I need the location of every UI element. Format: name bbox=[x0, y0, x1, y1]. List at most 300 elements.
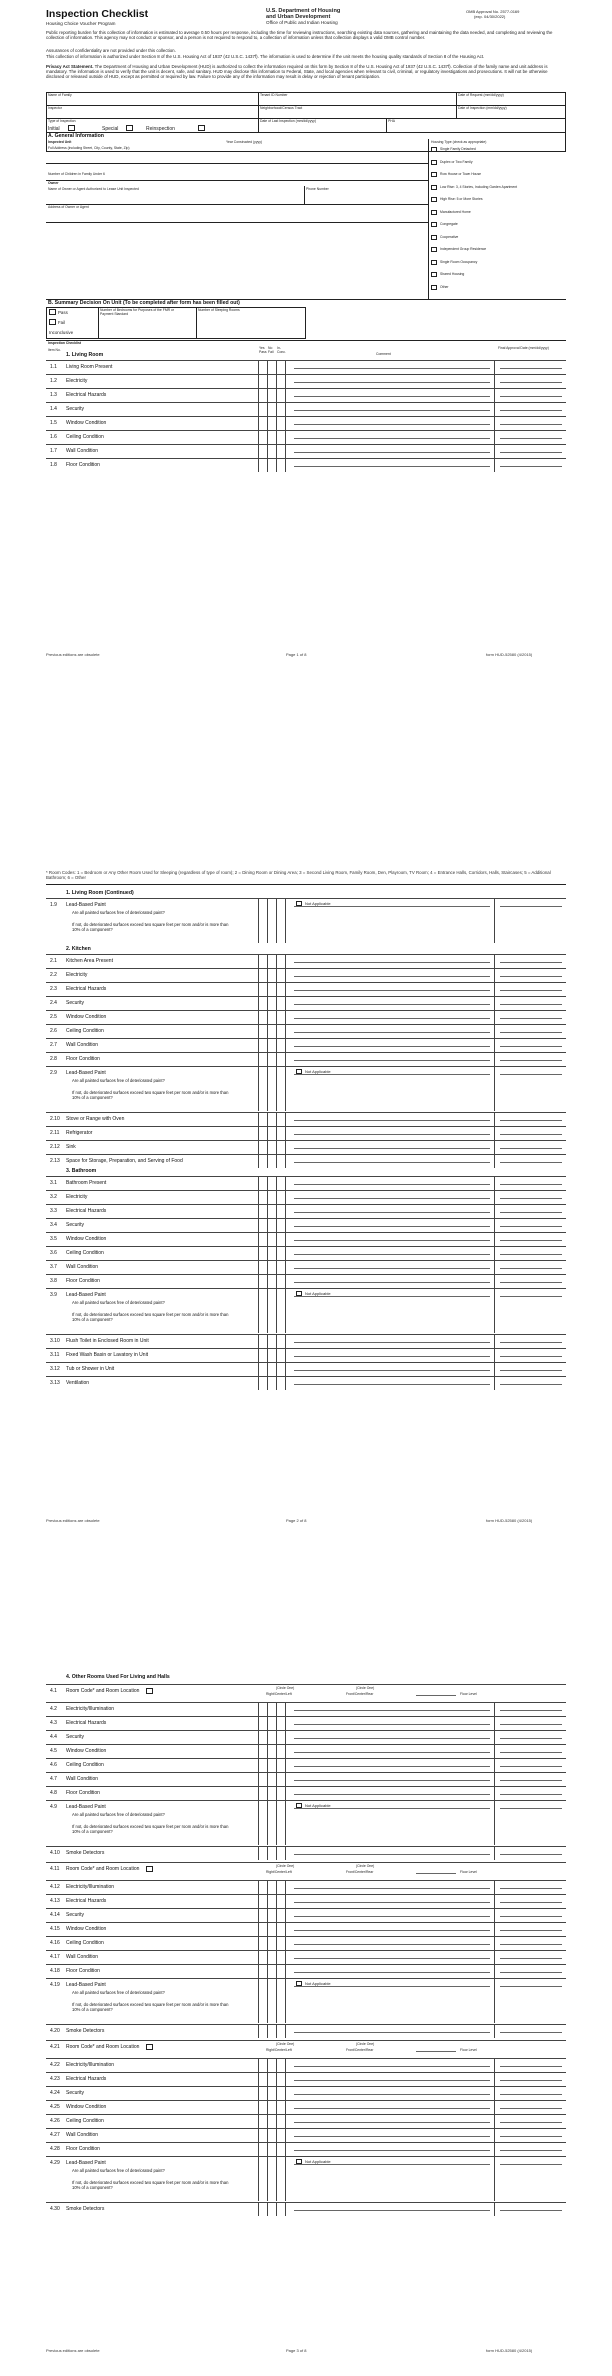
final-approval-line[interactable] bbox=[500, 906, 562, 907]
no-fail-cell[interactable] bbox=[267, 361, 276, 374]
yes-pass-cell[interactable] bbox=[258, 1349, 267, 1362]
inconclusive-cell[interactable] bbox=[276, 1127, 285, 1140]
final-approval-line[interactable] bbox=[500, 2080, 562, 2081]
comment-line[interactable] bbox=[294, 396, 490, 397]
final-approval-line[interactable] bbox=[500, 2136, 562, 2137]
final-approval-line[interactable] bbox=[500, 976, 562, 977]
floor-level-line[interactable] bbox=[416, 1873, 456, 1874]
final-approval-line[interactable] bbox=[500, 1888, 562, 1889]
final-approval-line[interactable] bbox=[500, 2150, 562, 2151]
yes-pass-cell[interactable] bbox=[258, 1335, 267, 1348]
no-fail-cell[interactable] bbox=[267, 2025, 276, 2038]
fail-checkbox[interactable] bbox=[49, 319, 56, 325]
inspection-date-field[interactable]: Date of Inspection (mm/dd/yyyy) bbox=[458, 106, 507, 110]
comment-line[interactable] bbox=[294, 368, 490, 369]
comment-line[interactable] bbox=[294, 2080, 490, 2081]
year-constructed-label[interactable]: Year Constructed (yyyy) bbox=[226, 140, 263, 144]
inconclusive-cell[interactable] bbox=[276, 1053, 285, 1066]
yes-pass-cell[interactable] bbox=[258, 459, 267, 472]
no-fail-cell[interactable] bbox=[267, 2059, 276, 2072]
comment-line[interactable] bbox=[294, 1296, 490, 1297]
final-approval-line[interactable] bbox=[500, 2032, 562, 2033]
comment-line[interactable] bbox=[294, 2122, 490, 2123]
final-approval-line[interactable] bbox=[500, 1370, 562, 1371]
yes-pass-cell[interactable] bbox=[258, 997, 267, 1010]
inconclusive-cell[interactable] bbox=[276, 1177, 285, 1190]
no-fail-cell[interactable] bbox=[267, 969, 276, 982]
yes-pass-cell[interactable] bbox=[258, 2073, 267, 2086]
comment-line[interactable] bbox=[294, 990, 490, 991]
yes-pass-cell[interactable] bbox=[258, 2087, 267, 2100]
final-approval-line[interactable] bbox=[500, 1004, 562, 1005]
no-fail-cell[interactable] bbox=[267, 1703, 276, 1716]
comment-line[interactable] bbox=[294, 2136, 490, 2137]
no-fail-cell[interactable] bbox=[267, 1377, 276, 1390]
no-fail-cell[interactable] bbox=[267, 1881, 276, 1894]
floor-level-line[interactable] bbox=[416, 2051, 456, 2052]
inconclusive-cell[interactable] bbox=[276, 445, 285, 458]
owner-phone-field[interactable]: Phone Number bbox=[306, 187, 329, 191]
no-fail-cell[interactable] bbox=[267, 1801, 276, 1845]
final-approval-line[interactable] bbox=[500, 1738, 562, 1739]
no-fail-cell[interactable] bbox=[267, 1113, 276, 1126]
inconclusive-cell[interactable] bbox=[276, 969, 285, 982]
final-approval-line[interactable] bbox=[500, 1074, 562, 1075]
inconclusive-cell[interactable] bbox=[276, 1067, 285, 1111]
not-applicable-checkbox[interactable] bbox=[296, 1803, 302, 1808]
final-approval-line[interactable] bbox=[500, 2210, 562, 2211]
last-inspection-field[interactable]: Date of Last Inspection (mm/dd/yyyy) bbox=[260, 119, 316, 123]
not-applicable-checkbox[interactable] bbox=[296, 1981, 302, 1986]
final-approval-line[interactable] bbox=[500, 1162, 562, 1163]
yes-pass-cell[interactable] bbox=[258, 445, 267, 458]
yes-pass-cell[interactable] bbox=[258, 2203, 267, 2216]
yes-pass-cell[interactable] bbox=[258, 1155, 267, 1168]
no-fail-cell[interactable] bbox=[267, 1965, 276, 1978]
final-approval-line[interactable] bbox=[500, 2122, 562, 2123]
inconclusive-cell[interactable] bbox=[276, 899, 285, 943]
comment-line[interactable] bbox=[294, 1240, 490, 1241]
final-approval-line[interactable] bbox=[500, 2066, 562, 2067]
comment-line[interactable] bbox=[294, 1794, 490, 1795]
final-approval-line[interactable] bbox=[500, 1710, 562, 1711]
final-approval-line[interactable] bbox=[500, 466, 562, 467]
inconclusive-cell[interactable] bbox=[276, 1759, 285, 1772]
comment-line[interactable] bbox=[294, 1074, 490, 1075]
no-fail-cell[interactable] bbox=[267, 983, 276, 996]
yes-pass-cell[interactable] bbox=[258, 1205, 267, 1218]
housing-type-checkbox[interactable] bbox=[431, 210, 437, 215]
inconclusive-cell[interactable] bbox=[276, 1717, 285, 1730]
comment-line[interactable] bbox=[294, 1198, 490, 1199]
final-approval-line[interactable] bbox=[500, 1958, 562, 1959]
room-code-box[interactable] bbox=[146, 1688, 153, 1694]
no-fail-cell[interactable] bbox=[267, 1067, 276, 1111]
comment-line[interactable] bbox=[294, 1046, 490, 1047]
comment-line[interactable] bbox=[294, 1370, 490, 1371]
inconclusive-cell[interactable] bbox=[276, 2025, 285, 2038]
inconclusive-cell[interactable] bbox=[276, 1349, 285, 1362]
final-approval-line[interactable] bbox=[500, 1060, 562, 1061]
no-fail-cell[interactable] bbox=[267, 389, 276, 402]
yes-pass-cell[interactable] bbox=[258, 1717, 267, 1730]
inconclusive-cell[interactable] bbox=[276, 2059, 285, 2072]
final-approval-line[interactable] bbox=[500, 1972, 562, 1973]
no-fail-cell[interactable] bbox=[267, 997, 276, 1010]
yes-pass-cell[interactable] bbox=[258, 1909, 267, 1922]
yes-pass-cell[interactable] bbox=[258, 1053, 267, 1066]
housing-type-checkbox[interactable] bbox=[431, 185, 437, 190]
inconclusive-cell[interactable] bbox=[276, 1191, 285, 1204]
yes-pass-cell[interactable] bbox=[258, 361, 267, 374]
no-fail-cell[interactable] bbox=[267, 1289, 276, 1333]
inconclusive-cell[interactable] bbox=[276, 1275, 285, 1288]
final-approval-line[interactable] bbox=[500, 1854, 562, 1855]
comment-line[interactable] bbox=[294, 1032, 490, 1033]
final-approval-line[interactable] bbox=[500, 1766, 562, 1767]
inconclusive-cell[interactable] bbox=[276, 1801, 285, 1845]
no-fail-cell[interactable] bbox=[267, 2087, 276, 2100]
pha-field[interactable]: PHA bbox=[388, 119, 395, 123]
yes-pass-cell[interactable] bbox=[258, 1039, 267, 1052]
inconclusive-cell[interactable] bbox=[276, 375, 285, 388]
comment-line[interactable] bbox=[294, 962, 490, 963]
comment-line[interactable] bbox=[294, 2210, 490, 2211]
yes-pass-cell[interactable] bbox=[258, 1275, 267, 1288]
no-fail-cell[interactable] bbox=[267, 1773, 276, 1786]
inconclusive-cell[interactable] bbox=[276, 1363, 285, 1376]
inconclusive-cell[interactable] bbox=[276, 459, 285, 472]
no-fail-cell[interactable] bbox=[267, 1219, 276, 1232]
inconclusive-cell[interactable] bbox=[276, 2157, 285, 2201]
comment-line[interactable] bbox=[294, 2066, 490, 2067]
final-approval-line[interactable] bbox=[500, 1148, 562, 1149]
inconclusive-cell[interactable] bbox=[276, 1773, 285, 1786]
inconclusive-cell[interactable] bbox=[276, 1025, 285, 1038]
yes-pass-cell[interactable] bbox=[258, 969, 267, 982]
final-approval-line[interactable] bbox=[500, 990, 562, 991]
inconclusive-cell[interactable] bbox=[276, 1335, 285, 1348]
not-applicable-checkbox[interactable] bbox=[296, 901, 302, 906]
comment-line[interactable] bbox=[294, 1916, 490, 1917]
no-fail-cell[interactable] bbox=[267, 1923, 276, 1936]
no-fail-cell[interactable] bbox=[267, 2129, 276, 2142]
no-fail-cell[interactable] bbox=[267, 1127, 276, 1140]
comment-line[interactable] bbox=[294, 1902, 490, 1903]
inconclusive-cell[interactable] bbox=[276, 403, 285, 416]
final-approval-line[interactable] bbox=[500, 2094, 562, 2095]
comment-line[interactable] bbox=[294, 906, 490, 907]
comment-line[interactable] bbox=[294, 1018, 490, 1019]
no-fail-cell[interactable] bbox=[267, 2203, 276, 2216]
yes-pass-cell[interactable] bbox=[258, 2129, 267, 2142]
final-approval-line[interactable] bbox=[500, 1226, 562, 1227]
comment-line[interactable] bbox=[294, 1930, 490, 1931]
comment-line[interactable] bbox=[294, 424, 490, 425]
final-approval-line[interactable] bbox=[500, 396, 562, 397]
comment-line[interactable] bbox=[294, 1780, 490, 1781]
comment-line[interactable] bbox=[294, 1134, 490, 1135]
inspector-field[interactable]: Inspector bbox=[48, 106, 62, 110]
housing-type-checkbox[interactable] bbox=[431, 247, 437, 252]
yes-pass-cell[interactable] bbox=[258, 403, 267, 416]
final-approval-line[interactable] bbox=[500, 1724, 562, 1725]
no-fail-cell[interactable] bbox=[267, 1141, 276, 1154]
no-fail-cell[interactable] bbox=[267, 2073, 276, 2086]
yes-pass-cell[interactable] bbox=[258, 1219, 267, 1232]
final-approval-line[interactable] bbox=[500, 1032, 562, 1033]
final-approval-line[interactable] bbox=[500, 1342, 562, 1343]
no-fail-cell[interactable] bbox=[267, 431, 276, 444]
comment-line[interactable] bbox=[294, 976, 490, 977]
inconclusive-cell[interactable] bbox=[276, 2143, 285, 2156]
comment-line[interactable] bbox=[294, 1212, 490, 1213]
yes-pass-cell[interactable] bbox=[258, 1773, 267, 1786]
final-approval-line[interactable] bbox=[500, 1120, 562, 1121]
housing-type-checkbox[interactable] bbox=[431, 147, 437, 152]
no-fail-cell[interactable] bbox=[267, 375, 276, 388]
final-approval-line[interactable] bbox=[500, 1198, 562, 1199]
comment-line[interactable] bbox=[294, 1808, 490, 1809]
yes-pass-cell[interactable] bbox=[258, 955, 267, 968]
no-fail-cell[interactable] bbox=[267, 445, 276, 458]
final-approval-line[interactable] bbox=[500, 1808, 562, 1809]
inconclusive-cell[interactable] bbox=[276, 1909, 285, 1922]
housing-type-checkbox[interactable] bbox=[431, 172, 437, 177]
no-fail-cell[interactable] bbox=[267, 2115, 276, 2128]
inconclusive-cell[interactable] bbox=[276, 997, 285, 1010]
inconclusive-cell[interactable] bbox=[276, 1965, 285, 1978]
inconclusive-cell[interactable] bbox=[276, 1703, 285, 1716]
comment-line[interactable] bbox=[294, 1986, 490, 1987]
inconclusive-cell[interactable] bbox=[276, 1979, 285, 2023]
comment-line[interactable] bbox=[294, 1342, 490, 1343]
no-fail-cell[interactable] bbox=[267, 1053, 276, 1066]
no-fail-cell[interactable] bbox=[267, 1937, 276, 1950]
final-approval-line[interactable] bbox=[500, 1916, 562, 1917]
inconclusive-cell[interactable] bbox=[276, 1895, 285, 1908]
no-fail-cell[interactable] bbox=[267, 1349, 276, 1362]
inconclusive-cell[interactable] bbox=[276, 1261, 285, 1274]
final-approval-line[interactable] bbox=[500, 1384, 562, 1385]
comment-line[interactable] bbox=[294, 1060, 490, 1061]
inconclusive-cell[interactable] bbox=[276, 1881, 285, 1894]
yes-pass-cell[interactable] bbox=[258, 2143, 267, 2156]
yes-pass-cell[interactable] bbox=[258, 1067, 267, 1111]
comment-line[interactable] bbox=[294, 2164, 490, 2165]
yes-pass-cell[interactable] bbox=[258, 1703, 267, 1716]
final-approval-line[interactable] bbox=[500, 1282, 562, 1283]
final-approval-line[interactable] bbox=[500, 962, 562, 963]
final-approval-line[interactable] bbox=[500, 1212, 562, 1213]
type-initial-checkbox[interactable] bbox=[68, 125, 75, 131]
comment-line[interactable] bbox=[294, 1752, 490, 1753]
inconclusive-cell[interactable] bbox=[276, 361, 285, 374]
no-fail-cell[interactable] bbox=[267, 1847, 276, 1860]
no-fail-cell[interactable] bbox=[267, 1951, 276, 1964]
final-approval-line[interactable] bbox=[500, 1986, 562, 1987]
no-fail-cell[interactable] bbox=[267, 459, 276, 472]
no-fail-cell[interactable] bbox=[267, 403, 276, 416]
inconclusive-cell[interactable] bbox=[276, 1205, 285, 1218]
comment-line[interactable] bbox=[294, 452, 490, 453]
inconclusive-cell[interactable] bbox=[276, 1155, 285, 1168]
final-approval-line[interactable] bbox=[500, 1046, 562, 1047]
census-tract-field[interactable]: Neighborhood/Census Tract bbox=[260, 106, 303, 110]
housing-type-checkbox[interactable] bbox=[431, 272, 437, 277]
no-fail-cell[interactable] bbox=[267, 1363, 276, 1376]
family-name-field[interactable]: Name of Family bbox=[48, 93, 72, 97]
sleeping-rooms-field[interactable]: Number of Sleeping Rooms bbox=[198, 308, 240, 312]
comment-line[interactable] bbox=[294, 1384, 490, 1385]
full-address-label[interactable]: Full Address (including Street, City, County, State, Zip) bbox=[48, 146, 130, 150]
inconclusive-cell[interactable] bbox=[276, 1937, 285, 1950]
final-approval-line[interactable] bbox=[500, 1134, 562, 1135]
final-approval-line[interactable] bbox=[500, 1184, 562, 1185]
inconclusive-cell[interactable] bbox=[276, 955, 285, 968]
not-applicable-checkbox[interactable] bbox=[296, 1069, 302, 1074]
inconclusive-cell[interactable] bbox=[276, 1113, 285, 1126]
no-fail-cell[interactable] bbox=[267, 1177, 276, 1190]
no-fail-cell[interactable] bbox=[267, 1909, 276, 1922]
comment-line[interactable] bbox=[294, 1944, 490, 1945]
yes-pass-cell[interactable] bbox=[258, 2115, 267, 2128]
inconclusive-cell[interactable] bbox=[276, 1219, 285, 1232]
no-fail-cell[interactable] bbox=[267, 955, 276, 968]
inconclusive-cell[interactable] bbox=[276, 431, 285, 444]
no-fail-cell[interactable] bbox=[267, 1191, 276, 1204]
inconclusive-cell[interactable] bbox=[276, 2087, 285, 2100]
yes-pass-cell[interactable] bbox=[258, 417, 267, 430]
comment-line[interactable] bbox=[294, 2108, 490, 2109]
inconclusive-cell[interactable] bbox=[276, 1847, 285, 1860]
inconclusive-cell[interactable] bbox=[276, 1011, 285, 1024]
yes-pass-cell[interactable] bbox=[258, 375, 267, 388]
comment-line[interactable] bbox=[294, 1766, 490, 1767]
yes-pass-cell[interactable] bbox=[258, 2025, 267, 2038]
housing-type-checkbox[interactable] bbox=[431, 222, 437, 227]
yes-pass-cell[interactable] bbox=[258, 1261, 267, 1274]
no-fail-cell[interactable] bbox=[267, 1717, 276, 1730]
inconclusive-cell[interactable] bbox=[276, 417, 285, 430]
yes-pass-cell[interactable] bbox=[258, 1363, 267, 1376]
no-fail-cell[interactable] bbox=[267, 1759, 276, 1772]
yes-pass-cell[interactable] bbox=[258, 1951, 267, 1964]
yes-pass-cell[interactable] bbox=[258, 1247, 267, 1260]
yes-pass-cell[interactable] bbox=[258, 1191, 267, 1204]
yes-pass-cell[interactable] bbox=[258, 1177, 267, 1190]
owner-address-field[interactable]: Address of Owner or Agent bbox=[48, 205, 89, 209]
yes-pass-cell[interactable] bbox=[258, 1937, 267, 1950]
final-approval-line[interactable] bbox=[500, 1780, 562, 1781]
no-fail-cell[interactable] bbox=[267, 2143, 276, 2156]
children-under-6-label[interactable]: Number of Children in Family Under 6 bbox=[48, 172, 105, 176]
comment-line[interactable] bbox=[294, 438, 490, 439]
comment-line[interactable] bbox=[294, 2150, 490, 2151]
comment-line[interactable] bbox=[294, 1004, 490, 1005]
yes-pass-cell[interactable] bbox=[258, 1731, 267, 1744]
inconclusive-cell[interactable] bbox=[276, 1745, 285, 1758]
yes-pass-cell[interactable] bbox=[258, 1965, 267, 1978]
inconclusive-cell[interactable] bbox=[276, 1731, 285, 1744]
final-approval-line[interactable] bbox=[500, 1268, 562, 1269]
comment-line[interactable] bbox=[294, 1162, 490, 1163]
inconclusive-cell[interactable] bbox=[276, 1039, 285, 1052]
yes-pass-cell[interactable] bbox=[258, 1745, 267, 1758]
yes-pass-cell[interactable] bbox=[258, 1011, 267, 1024]
yes-pass-cell[interactable] bbox=[258, 1881, 267, 1894]
yes-pass-cell[interactable] bbox=[258, 1895, 267, 1908]
yes-pass-cell[interactable] bbox=[258, 1289, 267, 1333]
yes-pass-cell[interactable] bbox=[258, 1233, 267, 1246]
type-special-checkbox[interactable] bbox=[126, 125, 133, 131]
comment-line[interactable] bbox=[294, 1356, 490, 1357]
no-fail-cell[interactable] bbox=[267, 1039, 276, 1052]
no-fail-cell[interactable] bbox=[267, 1233, 276, 1246]
yes-pass-cell[interactable] bbox=[258, 899, 267, 943]
inconclusive-cell[interactable] bbox=[276, 1377, 285, 1390]
housing-type-checkbox[interactable] bbox=[431, 197, 437, 202]
final-approval-line[interactable] bbox=[500, 1752, 562, 1753]
floor-level-line[interactable] bbox=[416, 1695, 456, 1696]
comment-line[interactable] bbox=[294, 466, 490, 467]
yes-pass-cell[interactable] bbox=[258, 389, 267, 402]
yes-pass-cell[interactable] bbox=[258, 1141, 267, 1154]
room-code-box[interactable] bbox=[146, 1866, 153, 1872]
inconclusive-cell[interactable] bbox=[276, 1141, 285, 1154]
comment-line[interactable] bbox=[294, 1710, 490, 1711]
inconclusive-cell[interactable] bbox=[276, 2073, 285, 2086]
tenant-id-field[interactable]: Tenant ID Number bbox=[260, 93, 288, 97]
no-fail-cell[interactable] bbox=[267, 2101, 276, 2114]
inconclusive-cell[interactable] bbox=[276, 1951, 285, 1964]
inconclusive-cell[interactable] bbox=[276, 1233, 285, 1246]
no-fail-cell[interactable] bbox=[267, 1787, 276, 1800]
comment-line[interactable] bbox=[294, 1888, 490, 1889]
housing-type-checkbox[interactable] bbox=[431, 260, 437, 265]
yes-pass-cell[interactable] bbox=[258, 1113, 267, 1126]
final-approval-line[interactable] bbox=[500, 382, 562, 383]
comment-line[interactable] bbox=[294, 1226, 490, 1227]
inconclusive-cell[interactable] bbox=[276, 1787, 285, 1800]
final-approval-line[interactable] bbox=[500, 2164, 562, 2165]
housing-type-checkbox[interactable] bbox=[431, 285, 437, 290]
final-approval-line[interactable] bbox=[500, 1018, 562, 1019]
no-fail-cell[interactable] bbox=[267, 1155, 276, 1168]
no-fail-cell[interactable] bbox=[267, 1979, 276, 2023]
yes-pass-cell[interactable] bbox=[258, 2157, 267, 2201]
inconclusive-cell[interactable] bbox=[276, 1923, 285, 1936]
inconclusive-cell[interactable] bbox=[276, 1247, 285, 1260]
no-fail-cell[interactable] bbox=[267, 2157, 276, 2201]
yes-pass-cell[interactable] bbox=[258, 1847, 267, 1860]
not-applicable-checkbox[interactable] bbox=[296, 1291, 302, 1296]
final-approval-line[interactable] bbox=[500, 1296, 562, 1297]
yes-pass-cell[interactable] bbox=[258, 431, 267, 444]
comment-line[interactable] bbox=[294, 1738, 490, 1739]
final-approval-line[interactable] bbox=[500, 452, 562, 453]
comment-line[interactable] bbox=[294, 410, 490, 411]
final-approval-line[interactable] bbox=[500, 1254, 562, 1255]
comment-line[interactable] bbox=[294, 1268, 490, 1269]
final-approval-line[interactable] bbox=[500, 1902, 562, 1903]
final-approval-line[interactable] bbox=[500, 2108, 562, 2109]
no-fail-cell[interactable] bbox=[267, 899, 276, 943]
comment-line[interactable] bbox=[294, 1972, 490, 1973]
inconclusive-cell[interactable] bbox=[276, 2203, 285, 2216]
no-fail-cell[interactable] bbox=[267, 417, 276, 430]
comment-line[interactable] bbox=[294, 1724, 490, 1725]
